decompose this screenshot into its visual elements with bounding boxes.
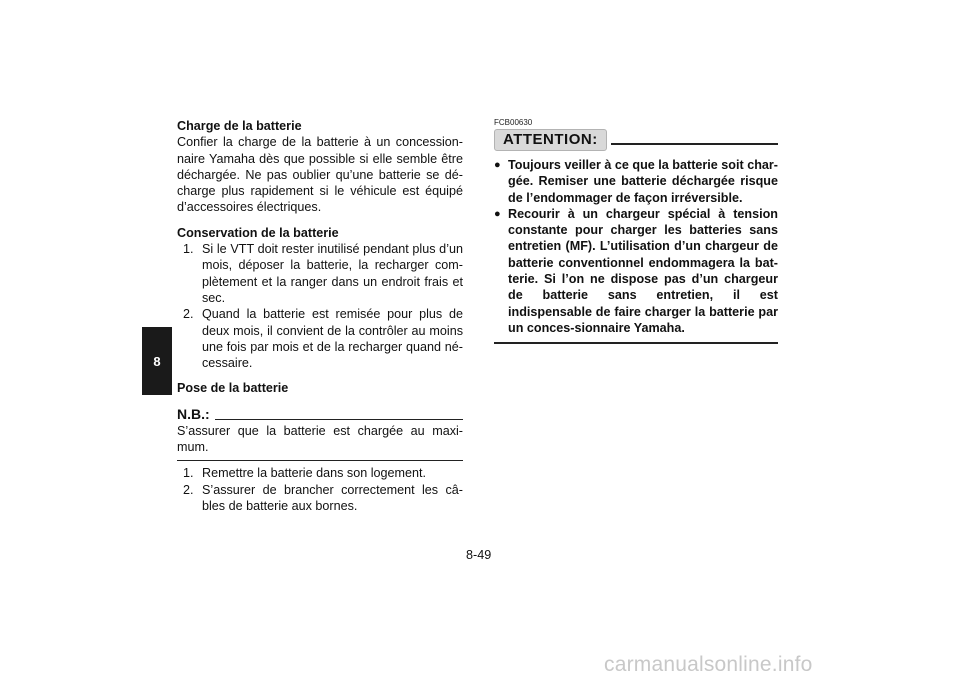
conservation-list [177,241,463,371]
attention-end-rule [494,342,778,344]
conservation-heading: Conservation de la batterie [177,225,339,240]
left-column [177,118,463,514]
list-item [177,306,463,371]
list-text: Quand la batterie est remisée pour plus de deux mois, il convient de la contrôler au moins une fois par mois et de la recharger quand né-cessaire. [202,307,463,371]
pose-heading: Pose de la batterie [177,381,289,396]
nb-header [177,406,463,423]
bullet-text: Recourir à un chargeur spécial à tension constante pour charger les batteries sans entretien (MF). L’utilisation d’un chargeur de batterie conventionnel endommagera la bat-terie. Si l’on ne dispose pas d’un chargeur de batterie sans entretien, il est indispensable de faire charger la batterie par un conces-sionnaire Yamaha. [508,206,778,335]
list-item [494,206,778,336]
watermark: carmanualsonline.info [604,653,813,676]
list-number: 2. [183,482,194,497]
list-text: S’assurer de brancher correctement les câ-bles de batterie aux bornes. [202,482,463,513]
nb-rule [215,419,463,420]
attention-rule [611,143,778,145]
pose-list [177,465,463,514]
attention-header [494,129,778,151]
attention-label: ATTENTION: [494,129,607,151]
bullet-text: Toujours veiller à ce que la batterie soit char-gée. Remiser une batterie déchargée risque de l’endommager de façon irréversible. [508,158,778,205]
list-item [177,482,463,515]
right-column [494,118,778,344]
list-number: 1. [183,466,194,481]
list-number: 2. [183,307,194,322]
nb-text: S’assurer que la batterie est chargée au maxi-mum. [177,423,463,462]
page-number: 8-49 [466,548,492,562]
list-item [177,465,463,481]
list-text: Si le VTT doit rester inutilisé pendant plus d’un mois, déposer la batterie, la recharger com-plètement et la ranger dans un endroit frais et sec. [202,242,463,305]
charge-heading: Charge de la batterie [177,119,302,133]
attention-list [494,157,778,336]
list-item [494,157,778,206]
list-number: 1. [183,242,194,257]
bullet-icon: ● [494,159,501,171]
list-text: Remettre la batterie dans son logement. [202,466,427,481]
charge-text: Confier la charge de la batterie à un concession-naire Yamaha dès que possible si elle semble être déchargée. Ne pas oublier qu’une batterie se dé-charge plus rapidement si le véhicule est équipé d’accessoires électriques. [177,135,463,215]
nb-label: N.B.: [177,405,210,422]
bullet-icon: ● [494,207,501,220]
reference-code: FCB00630 [494,118,533,127]
chapter-tab: 8 [142,327,172,395]
list-item [177,241,463,306]
